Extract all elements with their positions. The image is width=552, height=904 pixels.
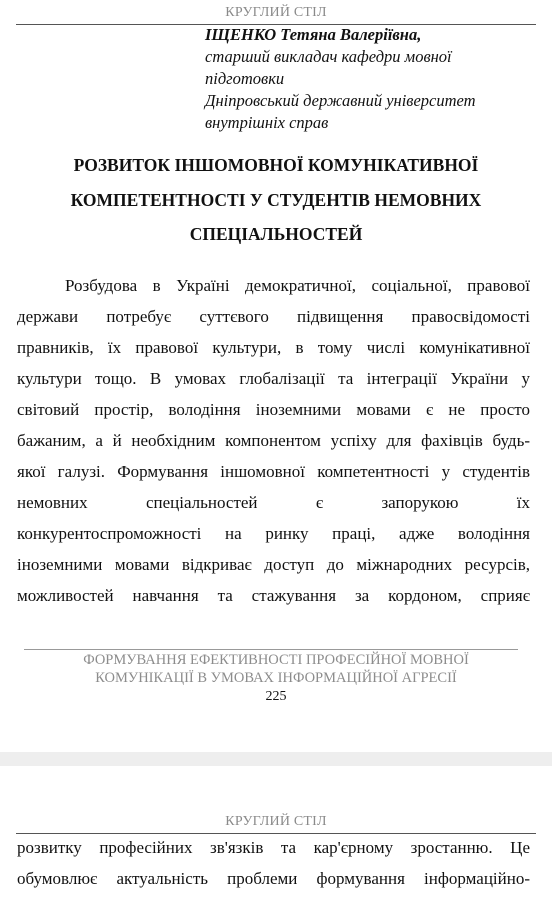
body-line: культури тощо. В умовах глобалізації та інтеграції України у <box>17 369 530 388</box>
footer-line: КОМУНІКАЦІЇ В УМОВАХ ІНФОРМАЦІЙНОЇ АГРЕСІЇ <box>95 670 457 686</box>
body-line: обумовлює актуальність проблеми формування інформаційно- <box>17 869 530 888</box>
body-text <box>17 832 530 894</box>
body-line: держави потребує суттєвого підвищення правосвідомості <box>17 307 530 326</box>
article-title <box>20 148 532 252</box>
title-line: КОМПЕТЕНТНОСТІ У СТУДЕНТІВ НЕМОВНИХ <box>70 189 482 210</box>
title-line: РОЗВИТОК ІНШОМОВНОЇ КОМУНІКАТИВНОЇ <box>73 155 479 175</box>
body-line: іноземними мовами відкриває доступ до міжнародних ресурсів, <box>17 555 530 574</box>
body-line: бажаним, а й необхідним компонентом успіху для фахівців будь- <box>17 431 530 450</box>
author-position-line: старший викладач кафедри мовної <box>205 47 452 66</box>
running-head: КРУГЛИЙ СТІЛ <box>225 5 327 20</box>
footer-rule <box>24 649 518 650</box>
body-line: Розбудова в Україні демократичної, соціальної, правової <box>65 276 530 295</box>
body-line: якої галузі. Формування іншомовної компетентності у студентів <box>17 462 530 481</box>
footer-line: ФОРМУВАННЯ ЕФЕКТИВНОСТІ ПРОФЕСІЙНОЇ МОВНОЇ <box>83 652 469 668</box>
page-2 <box>0 766 552 904</box>
author-position-line: підготовки <box>205 69 285 88</box>
author-affiliation-line: внутрішніх справ <box>205 113 329 132</box>
body-line: немовних спеціальностей є запорукою їх <box>17 493 530 512</box>
running-footer <box>30 651 522 687</box>
body-line: можливостей навчання та стажування за кордоном, сприяє <box>17 586 530 605</box>
title-line: СПЕЦІАЛЬНОСТЕЙ <box>189 224 363 244</box>
page-gap <box>0 752 552 766</box>
body-line: конкурентоспроможності на ринку праці, адже володіння <box>17 524 530 543</box>
body-line: світовий простір, володіння іноземними мовами є не просто <box>17 400 530 419</box>
author-block <box>205 24 535 134</box>
page-number: 225 <box>265 689 287 704</box>
body-line: правників, їх правової культури, в тому числі комунікативної <box>17 338 530 357</box>
body-line: розвитку професійних зв'язків та кар'єрному зростанню. Це <box>17 838 530 857</box>
author-name: ІЩЕНКО Тетяна Валеріївна, <box>205 25 422 44</box>
author-affiliation-line: Дніпровський державний університет <box>205 91 476 110</box>
body-text <box>17 270 530 611</box>
running-head: КРУГЛИЙ СТІЛ <box>225 814 327 829</box>
